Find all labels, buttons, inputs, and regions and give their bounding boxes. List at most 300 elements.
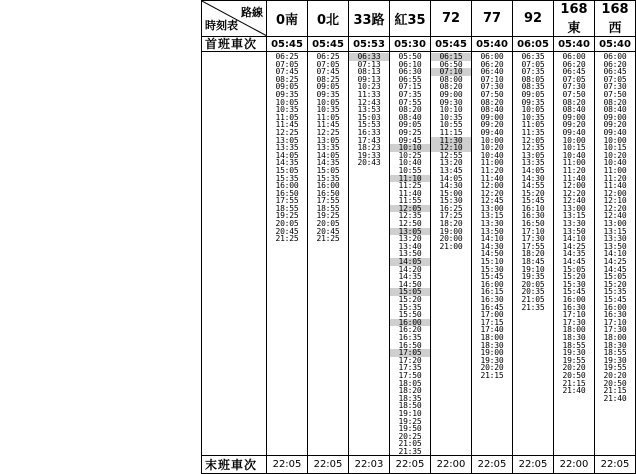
route-times-cell [554, 52, 595, 456]
last-bus-row [202, 456, 636, 474]
departure-time: 14:10 [603, 249, 627, 259]
departure-time: 16:30 [603, 310, 627, 320]
departure-time: 17:00 [480, 310, 504, 320]
departure-time: 06:00 [480, 52, 504, 61]
departure-time: 08:20 [439, 82, 463, 92]
departure-time: 16:45 [480, 302, 504, 312]
departure-time: 11:30 [431, 137, 471, 145]
departure-time: 06:33 [349, 53, 389, 61]
departure-time: 15:45 [521, 196, 545, 206]
departure-time: 13:00 [562, 203, 586, 213]
departure-time: 10:10 [390, 144, 430, 152]
route-header-0: 0南 [267, 1, 308, 37]
departure-time: 15:20 [521, 188, 545, 198]
departure-time: 20:05 [316, 219, 340, 229]
departure-time: 20:20 [562, 363, 586, 373]
departure-time: 05:50 [398, 52, 422, 61]
departure-time: 10:00 [480, 135, 504, 145]
departure-time: 17:40 [480, 325, 504, 335]
departure-time: 11:00 [603, 165, 627, 175]
departure-time: 14:05 [316, 150, 340, 160]
departure-time: 07:45 [316, 67, 340, 77]
departure-time: 10:40 [603, 158, 627, 168]
first-bus-time: 05:45 [308, 37, 349, 52]
departure-time: 07:50 [480, 89, 504, 99]
departure-time: 13:05 [316, 135, 340, 145]
departure-time: 09:20 [480, 120, 504, 130]
departure-time: 11:05 [275, 112, 299, 122]
departure-time: 14:05 [275, 150, 299, 160]
departure-time: 21:35 [398, 446, 422, 456]
departure-time: 16:50 [521, 219, 545, 229]
departure-time: 14:50 [398, 279, 422, 289]
time-list [595, 52, 635, 402]
departure-time: 15:05 [562, 264, 586, 274]
departure-time: 10:00 [562, 135, 586, 145]
departure-time: 16:35 [398, 332, 422, 342]
departure-time: 09:25 [398, 127, 422, 137]
departure-time: 15:03 [357, 112, 381, 122]
departure-time: 15:45 [603, 295, 627, 304]
departure-time: 14:05 [390, 258, 430, 266]
departure-time: 17:35 [398, 363, 422, 373]
route-times-cell [308, 52, 349, 456]
departure-time: 08:20 [480, 97, 504, 107]
departure-time: 12:55 [439, 150, 463, 160]
departure-time: 17:15 [480, 317, 504, 327]
departure-time: 16:30 [562, 302, 586, 312]
route-times-cell [267, 52, 308, 456]
time-list [431, 52, 471, 250]
departure-time: 08:05 [521, 74, 545, 84]
departure-time: 08:25 [275, 74, 299, 84]
departure-time: 09:20 [603, 120, 627, 130]
departure-time: 18:30 [480, 340, 504, 350]
corner-header-cell [202, 1, 267, 37]
departure-time: 10:35 [439, 112, 463, 122]
departure-time: 13:35 [316, 143, 340, 153]
departure-time: 11:00 [480, 158, 504, 168]
departure-time: 09:13 [357, 74, 381, 84]
departure-time: 12:05 [521, 135, 545, 145]
departure-time: 13:50 [603, 241, 627, 251]
departure-time: 09:35 [275, 89, 299, 99]
departure-time: 15:05 [390, 288, 430, 296]
last-bus-time: 22:03 [349, 456, 390, 474]
departure-time: 12:00 [480, 181, 504, 191]
time-list [308, 52, 348, 243]
departure-time: 07:05 [562, 74, 586, 84]
departure-time: 06:20 [603, 59, 627, 69]
departure-time: 13:15 [562, 211, 586, 221]
departure-time: 21:25 [275, 234, 299, 244]
departure-time: 10:55 [439, 120, 463, 130]
departure-time: 10:25 [398, 150, 422, 160]
first-bus-time: 05:30 [390, 37, 431, 52]
departure-time: 07:30 [480, 82, 504, 92]
departure-time: 16:20 [398, 325, 422, 335]
departure-time: 11:40 [480, 173, 504, 183]
departure-time: 07:05 [316, 59, 340, 69]
departure-time: 16:00 [603, 302, 627, 312]
route-label: 路線 [241, 6, 263, 19]
departure-time: 06:35 [521, 52, 545, 61]
departure-time: 19:25 [275, 211, 299, 221]
departure-time: 09:40 [480, 127, 504, 137]
first-bus-time: 05:53 [349, 37, 390, 52]
departure-time: 11:05 [521, 120, 545, 130]
last-bus-time: 22:00 [554, 456, 595, 474]
departure-time: 19:00 [439, 226, 463, 236]
departure-time: 11:15 [439, 127, 463, 137]
departure-time: 21:15 [480, 370, 504, 380]
departure-time: 20:20 [480, 363, 504, 373]
departure-time: 08:00 [439, 74, 463, 84]
departure-time: 14:25 [562, 241, 586, 251]
departure-time: 15:20 [398, 295, 422, 304]
route-header-7: 168東 [554, 1, 595, 37]
departure-time: 18:50 [398, 401, 422, 411]
last-bus-time: 22:05 [595, 456, 636, 474]
first-bus-time: 05:40 [595, 37, 636, 52]
departure-time: 19:10 [521, 264, 545, 274]
departure-time: 18:55 [562, 340, 586, 350]
time-list [390, 52, 430, 455]
last-bus-time: 22:05 [472, 456, 513, 474]
departure-time: 06:00 [603, 52, 627, 61]
departure-time: 09:05 [521, 89, 545, 99]
departure-time: 09:20 [562, 120, 586, 130]
departure-time: 18:20 [398, 386, 422, 396]
departure-time: 18:20 [521, 249, 545, 259]
departure-time: 10:35 [521, 112, 545, 122]
departure-time: 07:55 [398, 97, 422, 107]
departure-time: 17:55 [316, 196, 340, 206]
departure-time: 13:30 [480, 219, 504, 229]
departure-time: 14:25 [603, 257, 627, 267]
departure-time: 17:10 [603, 317, 627, 327]
departure-time: 08:20 [398, 105, 422, 115]
departure-time: 15:10 [480, 257, 504, 267]
departure-time: 20:50 [562, 370, 586, 380]
last-bus-time: 22:05 [267, 456, 308, 474]
departure-time: 06:20 [480, 59, 504, 69]
departure-time: 21:40 [562, 386, 586, 396]
departure-time: 06:20 [562, 59, 586, 69]
departure-time: 19:33 [357, 150, 381, 160]
departure-time: 17:50 [398, 370, 422, 380]
departure-time: 21:05 [398, 439, 422, 449]
timetable-label: 時刻表 [205, 19, 238, 32]
departure-time: 16:33 [357, 127, 381, 137]
departure-time: 09:05 [398, 120, 422, 130]
departure-time: 16:10 [521, 203, 545, 213]
departure-time: 15:35 [275, 173, 299, 183]
departure-time: 15:05 [316, 165, 340, 175]
departure-time: 15:00 [439, 188, 463, 198]
departure-time: 16:00 [480, 279, 504, 289]
departure-time: 11:00 [562, 158, 586, 168]
departure-time: 19:35 [521, 272, 545, 282]
departure-time: 12:20 [603, 203, 627, 213]
departure-time: 11:40 [398, 188, 422, 198]
departure-time: 13:30 [603, 234, 627, 244]
route-times-cell [472, 52, 513, 456]
departure-time: 10:00 [603, 135, 627, 145]
departure-time: 13:15 [603, 226, 627, 236]
departure-time: 14:50 [480, 249, 504, 259]
departure-time: 11:45 [316, 120, 340, 130]
departure-time: 21:15 [603, 386, 627, 396]
departure-time: 15:50 [398, 310, 422, 320]
departure-time: 11:40 [562, 173, 586, 183]
departure-time: 11:25 [398, 181, 422, 191]
departure-time: 19:10 [398, 408, 422, 418]
departure-time: 13:05 [275, 135, 299, 145]
departure-time: 08:35 [521, 82, 545, 92]
departure-time: 12:40 [603, 211, 627, 221]
departure-time: 12:20 [480, 188, 504, 198]
departure-time: 17:55 [521, 241, 545, 251]
last-bus-time: 22:00 [431, 456, 472, 474]
departure-time: 17:20 [398, 355, 422, 365]
departure-time: 13:20 [398, 234, 422, 244]
first-bus-time: 05:45 [267, 37, 308, 52]
departure-time: 13:15 [480, 211, 504, 221]
departure-time: 14:35 [562, 249, 586, 259]
departure-time: 07:05 [603, 74, 627, 84]
departure-time: 08:40 [480, 105, 504, 115]
departure-time: 21:00 [439, 241, 463, 251]
departure-time: 11:20 [562, 165, 586, 175]
departure-time: 14:55 [521, 181, 545, 191]
departure-time: 09:35 [316, 89, 340, 99]
departure-time: 18:55 [603, 348, 627, 358]
departure-time: 08:40 [603, 105, 627, 115]
departure-time: 16:50 [275, 188, 299, 198]
departure-time: 12:35 [398, 211, 422, 221]
departure-time: 12:00 [562, 181, 586, 191]
departure-time: 10:55 [398, 165, 422, 175]
departure-time: 07:13 [357, 59, 381, 69]
departure-time: 18:00 [480, 332, 504, 342]
departure-time: 15:30 [480, 264, 504, 274]
departure-time: 16:50 [398, 340, 422, 350]
departure-time: 16:25 [439, 203, 463, 213]
departure-time: 10:05 [275, 97, 299, 107]
timetable-container [201, 0, 635, 473]
bus-timetable [201, 0, 636, 474]
departure-time: 14:30 [439, 181, 463, 191]
departure-time: 07:35 [398, 89, 422, 99]
departure-time: 21:25 [316, 234, 340, 244]
time-list [349, 52, 389, 167]
first-bus-time: 05:40 [554, 37, 595, 52]
departure-time: 13:20 [439, 158, 463, 168]
departure-time: 06:50 [439, 59, 463, 69]
departure-time: 06:40 [480, 67, 504, 77]
departure-time: 20:00 [439, 234, 463, 244]
departure-time: 07:35 [521, 67, 545, 77]
last-bus-time: 22:05 [513, 456, 554, 474]
departure-time: 14:35 [316, 158, 340, 168]
departure-time: 14:20 [398, 264, 422, 274]
departure-time: 15:20 [562, 272, 586, 282]
departure-time: 17:30 [562, 317, 586, 327]
departure-time: 14:45 [603, 264, 627, 274]
departure-time: 19:00 [480, 348, 504, 358]
route-times-cell [390, 52, 431, 456]
route-header-6: 92 [513, 1, 554, 37]
departure-time: 16:50 [316, 188, 340, 198]
departure-time: 10:15 [562, 143, 586, 153]
time-list [267, 52, 307, 243]
departure-time: 06:25 [316, 52, 340, 61]
departure-time: 10:20 [603, 150, 627, 160]
departure-time: 18:30 [562, 332, 586, 342]
departure-time: 18:20 [439, 219, 463, 229]
departure-time: 18:00 [603, 332, 627, 342]
departure-time: 18:23 [357, 143, 381, 153]
route-times-cell [349, 52, 390, 456]
departure-time: 20:20 [603, 370, 627, 380]
departure-time: 15:35 [603, 287, 627, 297]
last-bus-time: 22:05 [390, 456, 431, 474]
departure-time: 21:35 [521, 302, 545, 312]
departure-time: 08:20 [603, 97, 627, 107]
last-bus-label: 末班車次 [202, 456, 267, 474]
departure-time: 17:05 [390, 349, 430, 357]
departure-time: 07:50 [562, 89, 586, 99]
time-list [554, 52, 594, 395]
departure-time: 11:45 [275, 120, 299, 130]
departure-time: 09:00 [603, 112, 627, 122]
departure-time: 18:55 [275, 203, 299, 213]
departure-time: 09:05 [316, 82, 340, 92]
departure-time: 14:35 [398, 272, 422, 282]
departure-time: 13:05 [390, 228, 430, 236]
departure-time: 21:15 [562, 378, 586, 388]
departure-time: 15:30 [439, 196, 463, 206]
departure-time: 07:30 [603, 82, 627, 92]
departure-time: 10:05 [521, 105, 545, 115]
departure-time: 08:20 [562, 97, 586, 107]
route-times-cell [431, 52, 472, 456]
departure-time: 15:20 [603, 279, 627, 289]
departure-time: 10:35 [275, 105, 299, 115]
departure-time: 13:35 [275, 143, 299, 153]
departure-time: 07:30 [562, 82, 586, 92]
departure-time: 18:35 [398, 393, 422, 403]
departure-time: 13:50 [562, 226, 586, 236]
departure-time: 11:05 [316, 112, 340, 122]
departure-time: 12:10 [603, 196, 627, 206]
departure-time: 08:40 [562, 105, 586, 115]
departure-time: 14:35 [275, 158, 299, 168]
times-row [202, 52, 636, 456]
departure-time: 20:45 [275, 226, 299, 236]
departure-time: 07:50 [603, 89, 627, 99]
departure-time: 12:20 [562, 188, 586, 198]
departure-time: 13:30 [562, 219, 586, 229]
departure-time: 10:15 [603, 143, 627, 153]
departure-time: 17:55 [275, 196, 299, 206]
route-header-8: 168西 [595, 1, 636, 37]
departure-time: 06:00 [562, 52, 586, 61]
first-bus-row [202, 37, 636, 52]
departure-time: 09:40 [603, 127, 627, 137]
departure-time: 18:55 [316, 203, 340, 213]
departure-time: 15:45 [480, 272, 504, 282]
departure-time: 07:10 [431, 68, 471, 76]
departure-time: 16:00 [562, 295, 586, 304]
last-bus-time: 22:05 [308, 456, 349, 474]
departure-time: 14:45 [562, 257, 586, 267]
departure-time: 13:00 [603, 219, 627, 229]
departure-time: 09:35 [521, 97, 545, 107]
departure-time: 18:05 [398, 378, 422, 388]
departure-time: 13:45 [439, 165, 463, 175]
departure-time: 12:25 [316, 127, 340, 137]
header-row [202, 1, 636, 37]
departure-time: 21:40 [603, 393, 627, 403]
route-header-4: 72 [431, 1, 472, 37]
departure-time: 16:00 [316, 181, 340, 191]
time-list [513, 52, 553, 311]
departure-time: 10:23 [357, 82, 381, 92]
route-header-3: 紅35 [390, 1, 431, 37]
departure-time: 10:40 [480, 150, 504, 160]
time-list [472, 52, 512, 380]
departure-time: 20:43 [357, 158, 381, 168]
first-bus-time: 05:45 [431, 37, 472, 52]
departure-time: 20:25 [398, 431, 422, 441]
departure-time: 14:30 [480, 241, 504, 251]
departure-time: 16:15 [480, 287, 504, 297]
departure-time: 11:10 [390, 175, 430, 183]
departure-time: 10:10 [439, 105, 463, 115]
departure-time: 20:50 [603, 378, 627, 388]
departure-time: 17:30 [603, 325, 627, 335]
departure-time: 11:33 [357, 89, 381, 99]
departure-time: 09:00 [439, 89, 463, 99]
departure-time: 11:20 [480, 165, 504, 175]
departure-time: 19:55 [603, 363, 627, 373]
departure-time: 12:25 [275, 127, 299, 137]
departure-time: 19:25 [398, 416, 422, 426]
departure-time: 11:20 [603, 173, 627, 183]
route-header-2: 33路 [349, 1, 390, 37]
departure-time: 07:05 [521, 59, 545, 69]
departure-time: 10:40 [562, 150, 586, 160]
departure-time: 12:10 [431, 144, 471, 152]
departure-time: 08:13 [357, 67, 381, 77]
departure-time: 17:10 [521, 226, 545, 236]
departure-time: 08:40 [398, 112, 422, 122]
departure-time: 14:05 [521, 165, 545, 175]
departure-time: 20:35 [521, 287, 545, 297]
departure-time: 07:45 [275, 67, 299, 77]
departure-time: 06:45 [562, 67, 586, 77]
departure-time: 12:05 [390, 205, 430, 213]
departure-time: 15:30 [562, 279, 586, 289]
departure-time: 06:15 [431, 53, 471, 61]
departure-time: 17:25 [439, 211, 463, 221]
departure-time: 09:30 [439, 97, 463, 107]
departure-time: 14:10 [480, 234, 504, 244]
departure-time: 13:00 [480, 203, 504, 213]
first-bus-label: 首班車次 [202, 37, 267, 52]
